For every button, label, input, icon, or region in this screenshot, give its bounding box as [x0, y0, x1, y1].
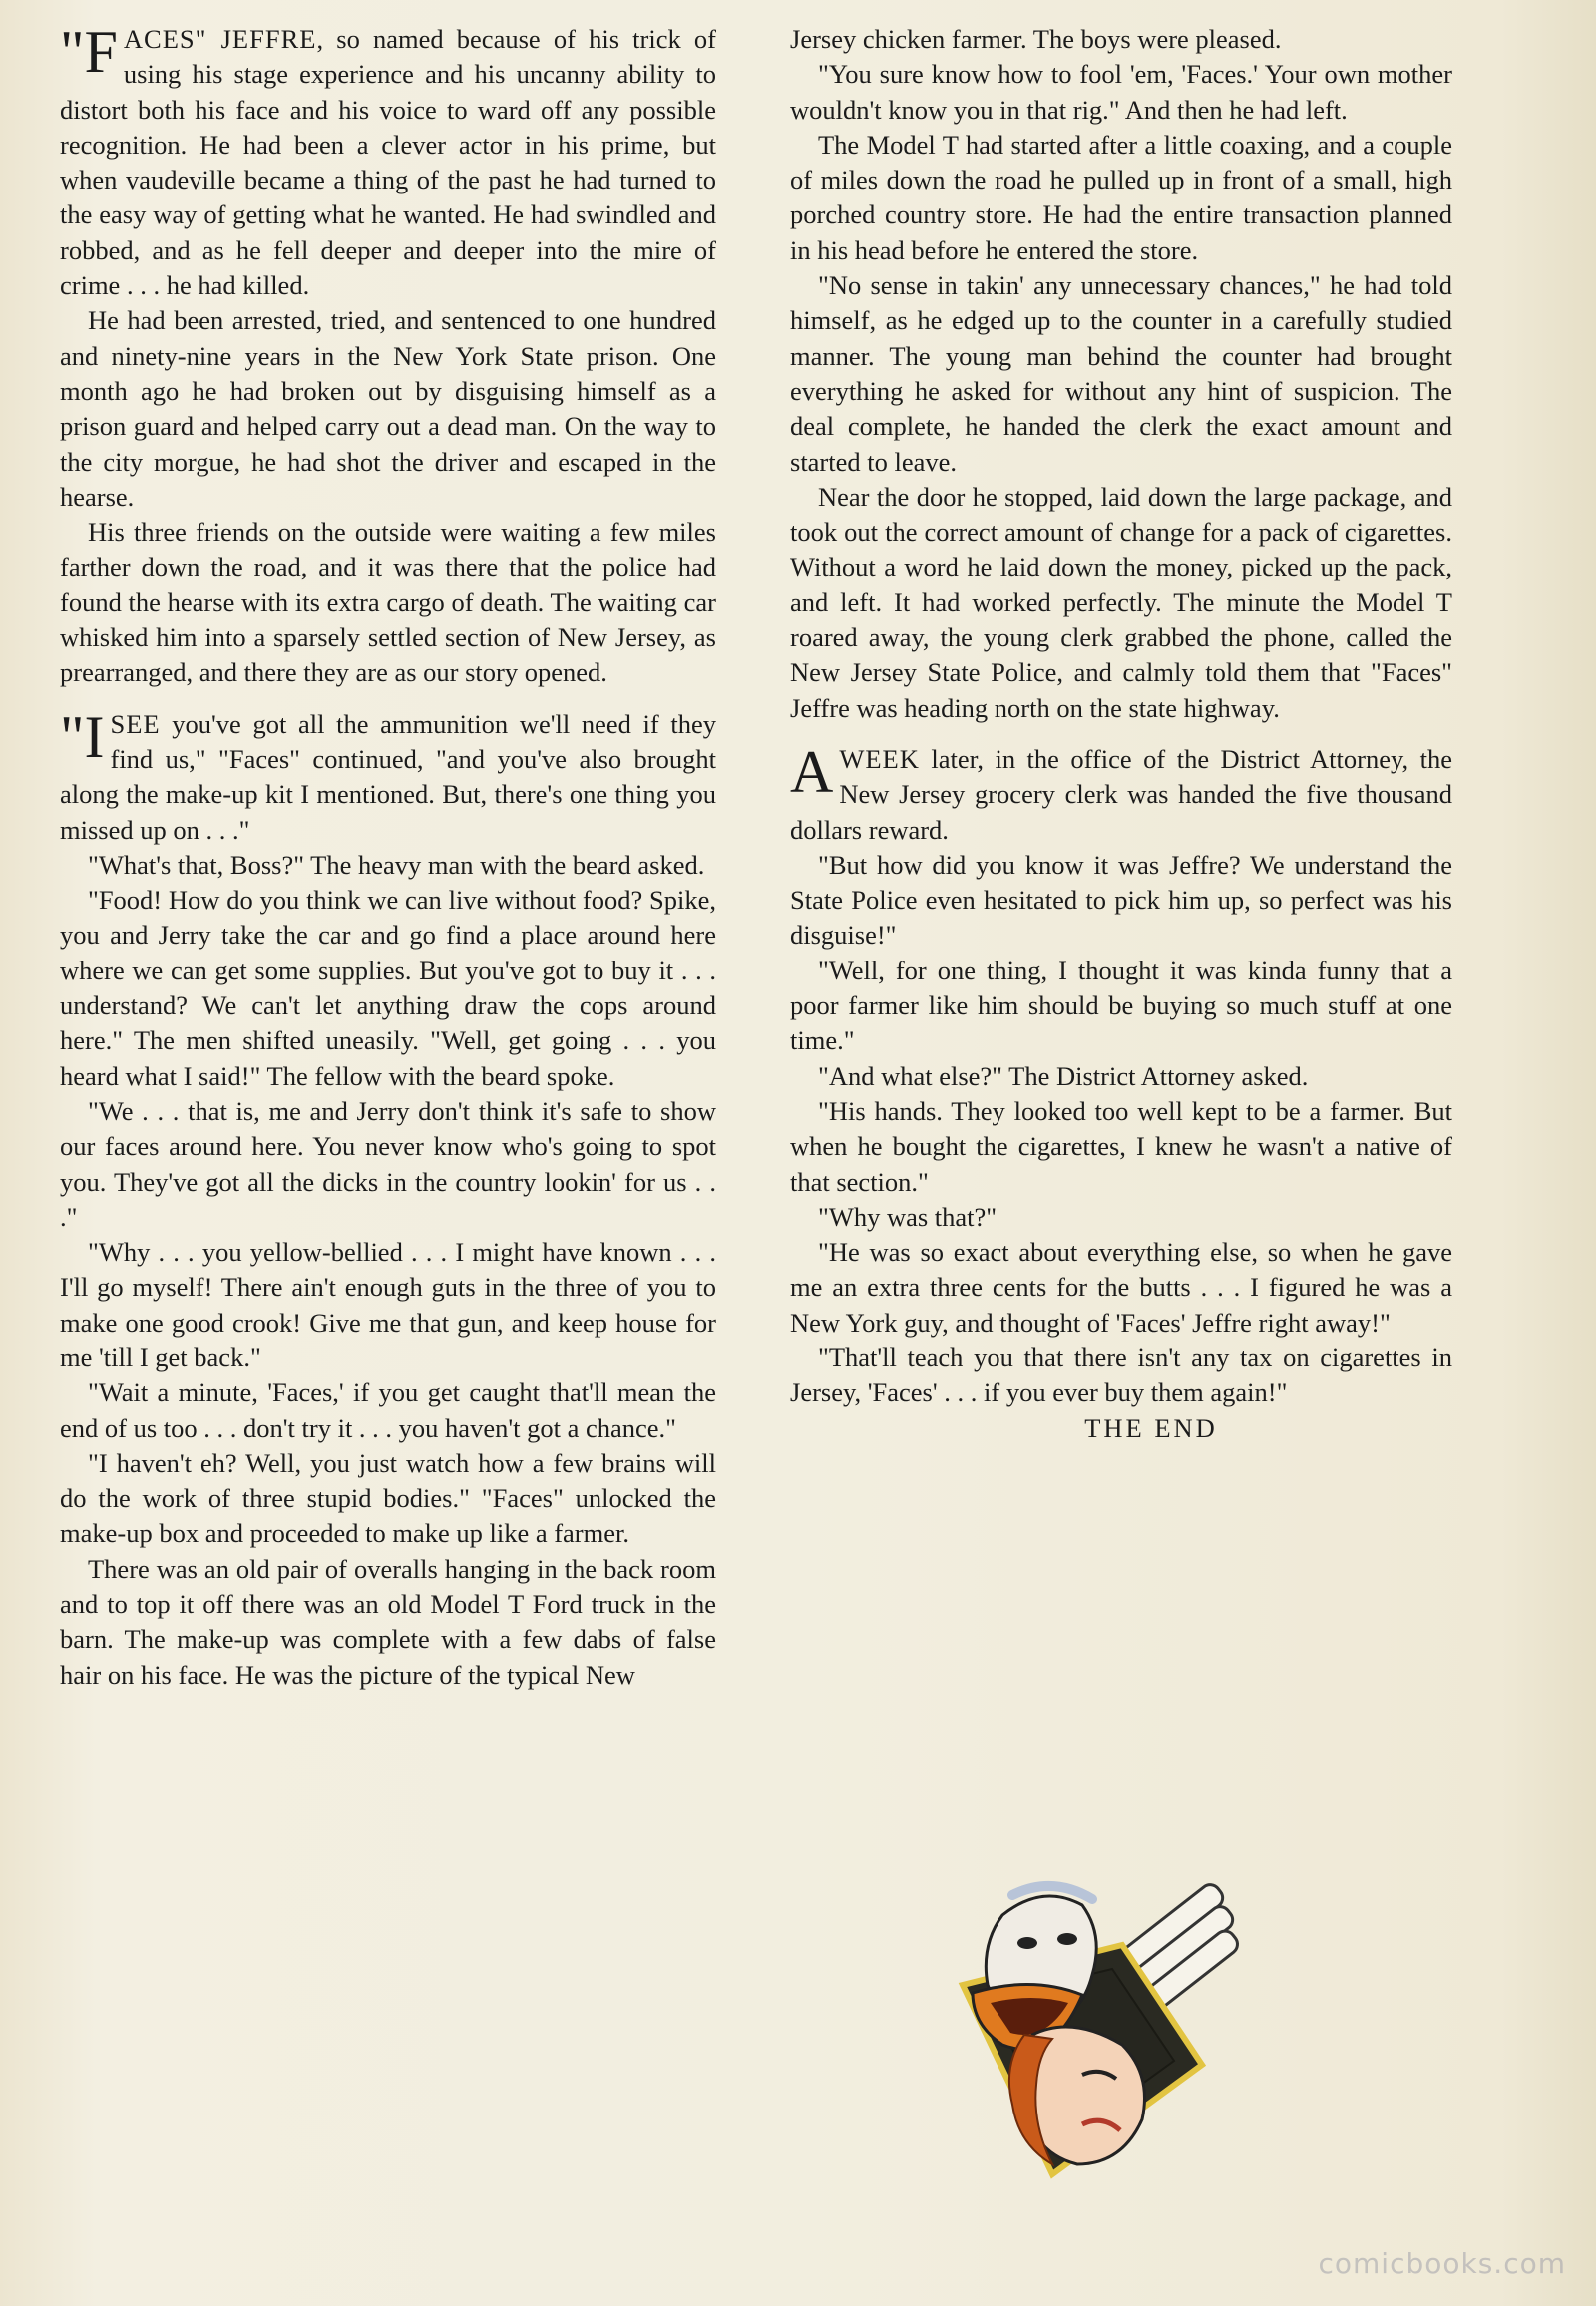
paragraph: "Wait a minute, 'Faces,' if you get caught that'll mean the end of us too . . . don't try it . . . you haven't got a chance.": [60, 1377, 716, 1443]
paragraph: [60, 19, 716, 303]
masks-and-cigarettes-illustration: [933, 1875, 1252, 2184]
paragraph: His three friends on the outside were waiting a few miles farther down the road, and it was there that the police had found the hearse with its extra cargo of death. The waiting car whisked him into a sparsely settled section of New Jersey, as prearranged, and there they are as our story opened.: [60, 517, 716, 688]
drop-cap: "I: [60, 703, 105, 770]
paragraph: [60, 703, 716, 848]
right-column: [790, 22, 1452, 1446]
paragraph: "Why was that?": [818, 1201, 998, 1232]
paragraph: "I haven't eh? Well, you just watch how a few brains will do the work of three stupid bodies." "Faces" unlocked the make-up box and proceeded to make up like a farmer.: [60, 1447, 716, 1549]
paragraph: Jersey chicken farmer. The boys were pleased.: [790, 24, 1282, 54]
lead-caps: ACES" JEFFRE: [123, 24, 317, 54]
drop-cap: "F: [60, 19, 118, 85]
paragraph: "And what else?" The District Attorney asked.: [818, 1060, 1309, 1091]
paragraph: The Model T had started after a little coaxing, and a couple of miles down the road he pulled up in front of a small, high porched country store. He had the entire transaction planned in his head before he entered the store.: [790, 129, 1452, 265]
paragraph: There was an old pair of overalls hanging in the back room and to top it off there was an old Model T Ford truck in the barn. The make-up was complete with a few dabs of false hair on his face. He was the picture of the typical New: [60, 1553, 716, 1690]
drop-cap: A: [790, 738, 834, 805]
paragraph: "We . . . that is, me and Jerry don't think it's safe to show our faces around here. You never know who's going to spot you. They've got all the dicks in the country lookin' for us . . .": [60, 1095, 716, 1232]
the-end-title: THE END: [1084, 1412, 1218, 1443]
paragraph: "Well, for one thing, I thought it was kinda funny that a poor farmer like him should be buying so much stuff at one time.": [790, 955, 1452, 1056]
paragraph: "You sure know how to fool 'em, 'Faces.' Your own mother wouldn't know you in that rig." And then he had left.: [790, 59, 1452, 125]
paragraph: "No sense in takin' any unnecessary chances," he had told himself, as he edged up to the counter in a carefully studied manner. The young man behind the counter had brought everything he asked for without any hint of suspicion. The deal complete, he handed the clerk the exact amount and started to leave.: [790, 270, 1452, 477]
paragraph: "He was so exact about everything else, so when he gave me an extra three cents for the butts . . . I figured he was a New York guy, and thought of 'Faces' Jeffre right away!": [790, 1237, 1452, 1338]
paragraph: "What's that, Boss?" The heavy man with the beard asked.: [88, 849, 705, 880]
paragraph: [790, 738, 1452, 848]
lead-caps: WEEK: [839, 743, 920, 774]
paragraph: "Food! How do you think we can live without food? Spike, you and Jerry take the car and go find a place around here where we can get some supplies. But you've got to buy it . . . understand? We can't let anything draw the cops around here." The men shifted uneasily. "Well, get going . . . you heard what I said!" The fellow with the beard spoke.: [60, 885, 716, 1091]
paragraph: He had been arrested, tried, and sentenced to one hundred and ninety-nine years in the New York State prison. One month ago he had broken out by disguising himself as a prison guard and helped carry out a dead man. On the way to the city morgue, he had shot the driver and escaped in the hearse.: [60, 305, 716, 512]
paragraph-text: you've got all the ammunition we'll need if they find us," "Faces" continued, "and you've also brought along the make-up kit I mentioned. But, there's one thing you missed up on . . .": [60, 708, 716, 845]
paragraph-text: later, in the office of the District Attorney, the New Jersey grocery clerk was handed the five thousand dollars reward.: [790, 743, 1452, 845]
paragraph-text: , so named because of his trick of using his stage experience and his uncanny ability to distort both his face and his voice to ward off any possible recognition. He had been a clever actor in his prime, but when vaudeville became a thing of the past he had turned to the easy way of getting what he wanted. He had swindled and robbed, and as he fell deeper and deeper into the mire of crime . . . he had killed.: [60, 24, 716, 301]
left-column: [60, 19, 716, 1693]
paragraph: "That'll teach you that there isn't any tax on cigarettes in Jersey, 'Faces' . . . if you ever buy them again!": [790, 1342, 1452, 1408]
lead-caps: SEE: [110, 708, 161, 739]
watermark: comicbooks.com: [1318, 2247, 1566, 2280]
paragraph: "But how did you know it was Jeffre? We understand the State Police even hesitated to pick him up, so perfect was his disguise!": [790, 849, 1452, 951]
paragraph: Near the door he stopped, laid down the large package, and took out the correct amount of change for a pack of cigarettes. Without a word he laid down the money, picked up the pack, and left. It had worked perfectly. The minute the Model T roared away, the young clerk grabbed the phone, called the New Jersey State Police, and calmly told them that "Faces" Jeffre was heading north on the state highway.: [790, 481, 1452, 723]
tragedy-mask-icon: [1009, 2027, 1145, 2164]
paragraph: "His hands. They looked too well kept to be a farmer. But when he bought the cigarettes, I knew he wasn't a native of that section.": [790, 1095, 1452, 1197]
paragraph: "Why . . . you yellow-bellied . . . I might have known . . . I'll go myself! There ain't enough guts in the three of you to make one good crook! Give me that gun, and keep house for me 'till I get back.": [60, 1237, 716, 1372]
